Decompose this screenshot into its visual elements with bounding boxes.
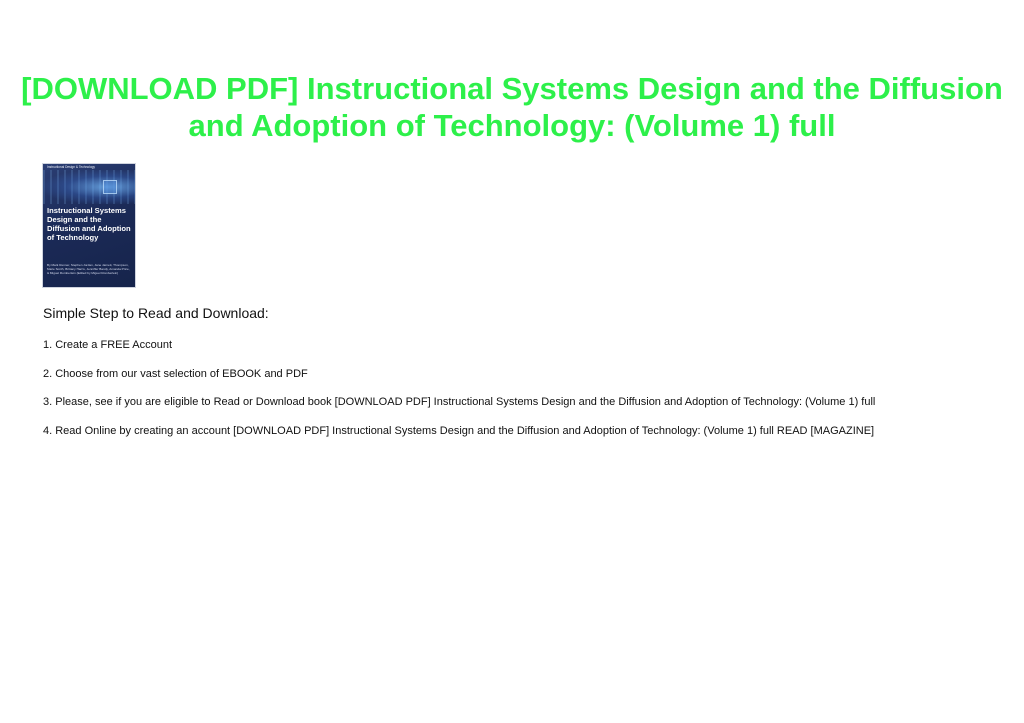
cover-circuit-graphic bbox=[43, 170, 135, 204]
step-read-online: 4. Read Online by creating an account [DOWNLOAD PDF] Instructional Systems Design and the Diffusion and Adoption of Technology: (Volume 1) full READ [MAGAZINE] bbox=[43, 424, 875, 437]
book-cover-image bbox=[43, 164, 135, 287]
cover-title: Instructional Systems Design and the Diffusion and Adoption of Technology bbox=[47, 206, 131, 242]
cover-chip-graphic bbox=[103, 180, 117, 194]
cover-authors: By Mark Renner, Stephen Jordan, Jane Jarnett, Thompson, Marie Smith, Brittany Harris, Jenniffer Bandy, Amanda Price, & Miguel Romberlein (Edited by Miguel Romberlein) bbox=[47, 263, 130, 276]
page-title: [DOWNLOAD PDF] Instructional Systems Design and the Diffusion and Adoption of Technology: (Volume 1) full bbox=[21, 71, 1003, 143]
step-create-account: 1. Create a FREE Account bbox=[43, 339, 173, 351]
steps-intro: Simple Step to Read and Download: bbox=[43, 305, 269, 321]
cover-series-label: Instructional Design & Technology bbox=[47, 165, 95, 169]
steps-list bbox=[43, 339, 1013, 453]
step-check-eligibility: 3. Please, see if you are eligible to Read or Download book [DOWNLOAD PDF] Instructional Systems Design and the Diffusion and Adoption of Technology: (Volume 1) full bbox=[43, 396, 876, 408]
step-choose-selection: 2. Choose from our vast selection of EBOOK and PDF bbox=[43, 367, 308, 380]
